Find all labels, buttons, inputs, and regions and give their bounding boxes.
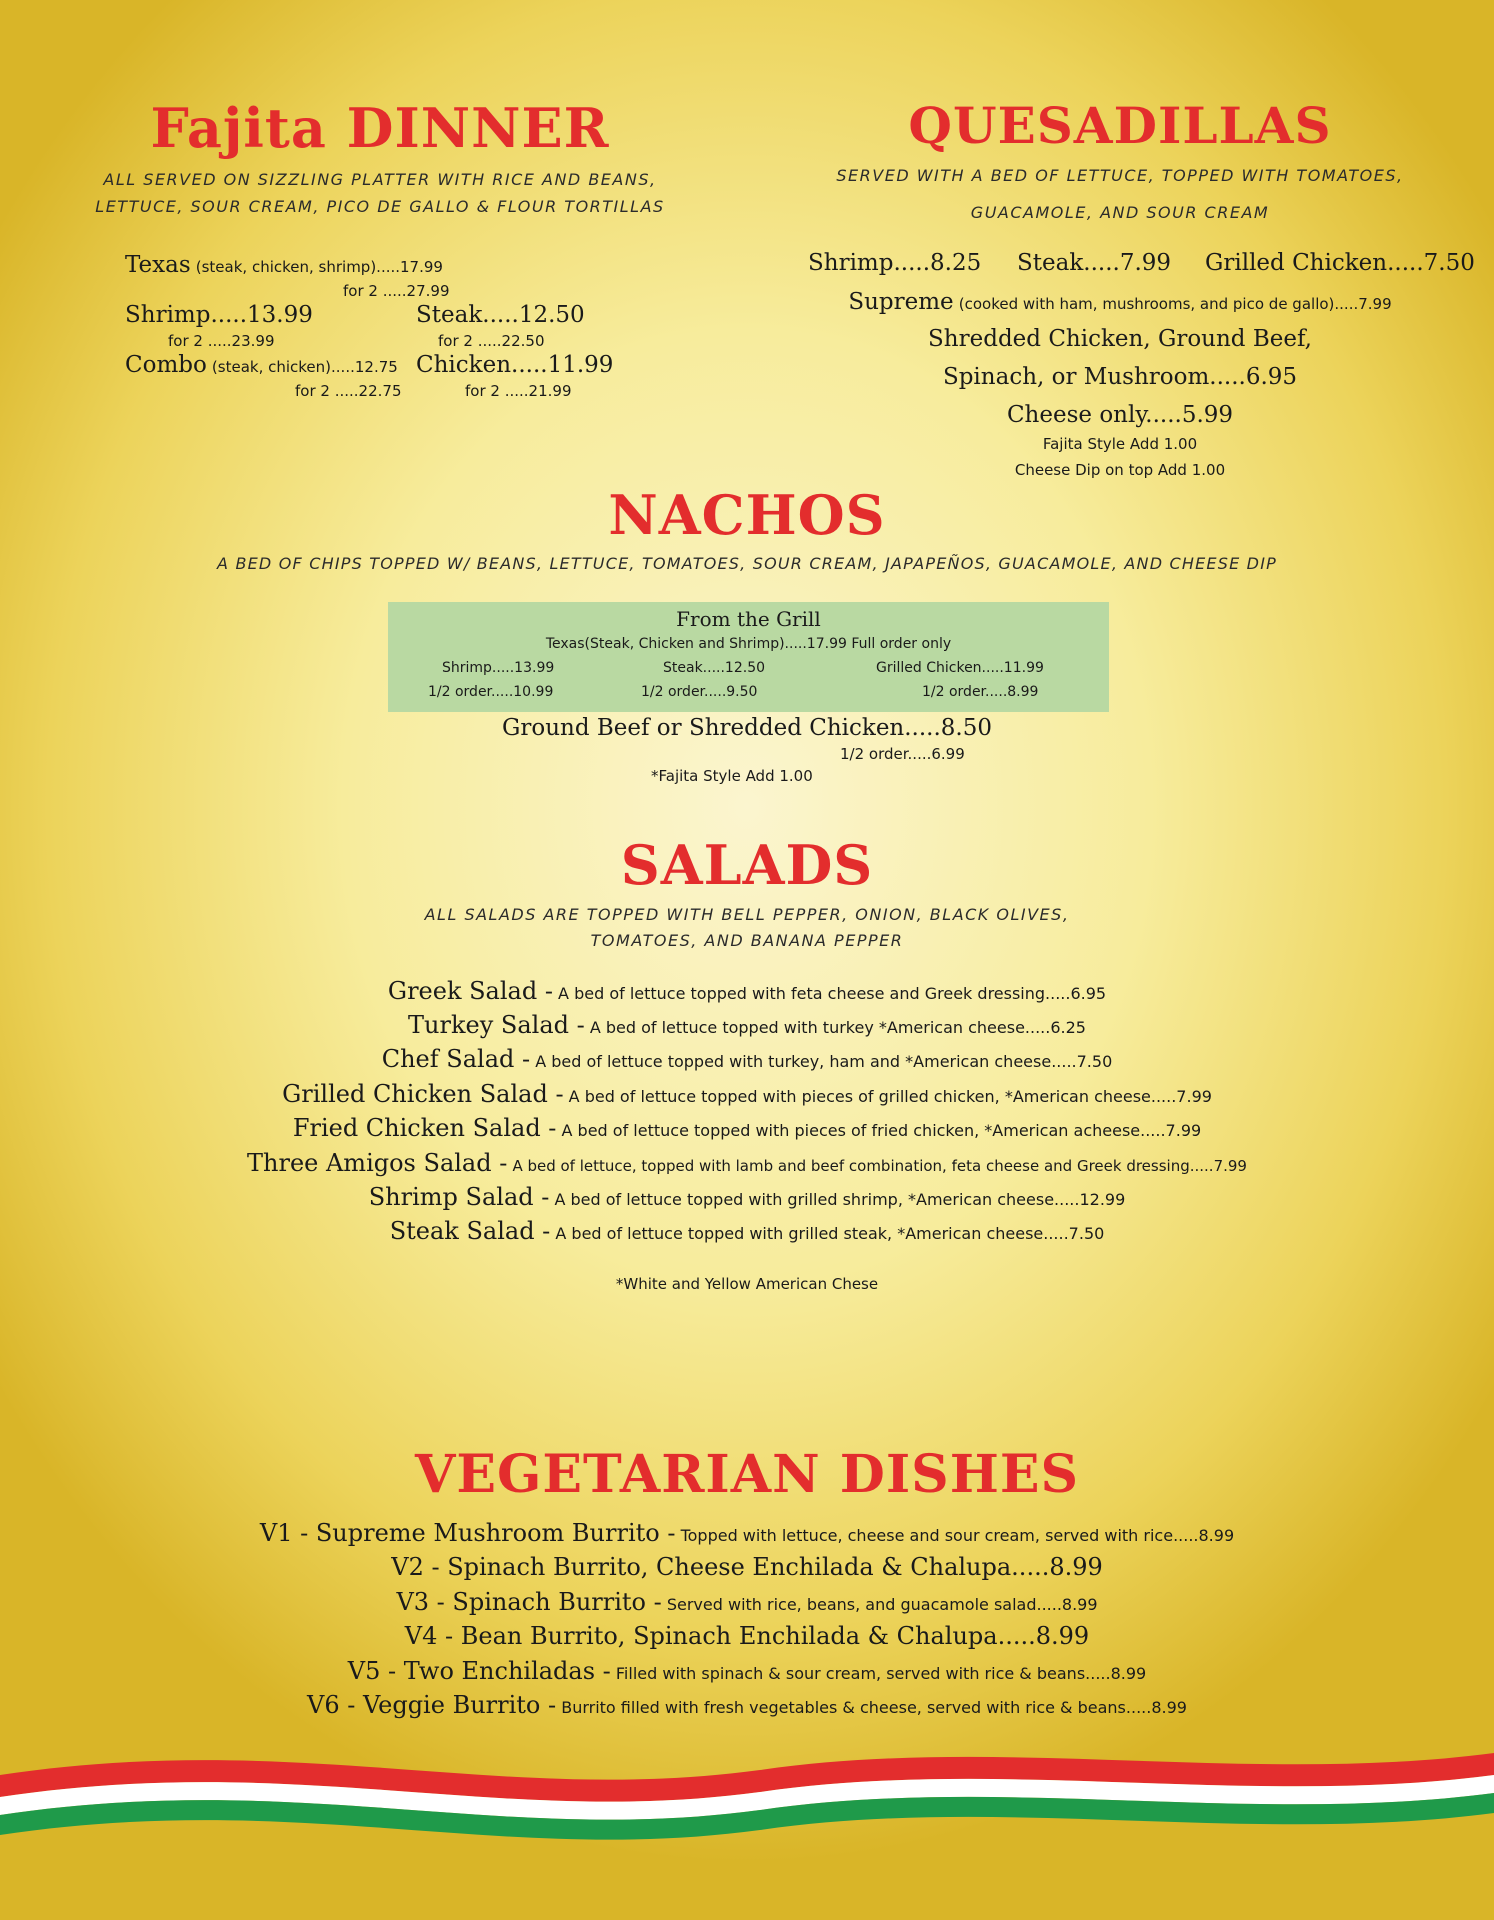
veg-item-name: V6 - Veggie Burrito - (307, 1691, 557, 1719)
veg-item-name: V1 - Supreme Mushroom Burrito - (259, 1519, 676, 1547)
quesadilla-shrimp: Shrimp.....8.25 (808, 250, 982, 276)
salad-item-name: Turkey Salad - (408, 1011, 585, 1039)
quesadilla-supreme (800, 289, 1440, 315)
veg-item (147, 1588, 1347, 1624)
grill-shrimp-half: 1/2 order.....10.99 (428, 684, 554, 700)
salad-item-desc: A bed of lettuce topped with turkey, ham and *American cheese.....7.50 (535, 1052, 1113, 1071)
veg-item-desc: Burrito filled with fresh vegetables & cheese, served with rice & beans.....8.99 (561, 1698, 1187, 1717)
quesadilla-steak: Steak.....7.99 (1017, 250, 1172, 276)
quesadilla-fajita-style: Fajita Style Add 1.00 (1042, 435, 1198, 453)
veg-item-desc: Filled with spinach & sour cream, served with rice & beans.....8.99 (615, 1664, 1147, 1683)
veg-item (147, 1519, 1347, 1555)
fajita-texas-name: Texas (125, 252, 191, 278)
fajita-combo-name: Combo (125, 352, 207, 378)
salad-item (147, 1080, 1347, 1116)
salad-item-desc: A bed of lettuce topped with grilled steak, *American cheese.....7.50 (555, 1224, 1105, 1243)
salad-item (147, 1149, 1347, 1185)
salad-item-name: Grilled Chicken Salad - (282, 1080, 564, 1108)
veg-item (147, 1691, 1347, 1727)
grill-chicken-half: 1/2 order.....8.99 (922, 684, 1039, 700)
fajita-combo-for2: for 2 .....22.75 (295, 382, 402, 400)
fajita-steak: Steak.....12.50 (416, 302, 585, 328)
fajita-subtitle-2: LETTUCE, SOUR CREAM, PICO DE GALLO & FLOUR TORTILLAS (95, 197, 665, 216)
salad-item-name: Greek Salad - (387, 977, 553, 1005)
salad-item-name: Shrimp Salad - (368, 1183, 550, 1211)
salad-item-desc: A bed of lettuce topped with pieces of grilled chicken, *American cheese.....7.99 (568, 1087, 1212, 1106)
grill-shrimp: Shrimp.....13.99 (442, 660, 555, 676)
nachos-title: NACHOS (608, 483, 886, 547)
salads-note: *White and Yellow American Chese (615, 1275, 879, 1293)
salad-item-desc: A bed of lettuce topped with feta cheese and Greek dressing.....6.95 (558, 984, 1107, 1003)
nachos-subtitle: A BED OF CHIPS TOPPED W/ BEANS, LETTUCE, TOMATOES, SOUR CREAM, JAPAPEÑOS, GUACAMOLE, AND CHEESE DIP (217, 554, 1277, 573)
fajita-steak-for2: for 2 .....22.50 (438, 332, 545, 350)
salad-item-desc: A bed of lettuce topped with pieces of fried chicken, *American acheese.....7.99 (561, 1121, 1202, 1140)
salad-item-name: Steak Salad - (389, 1217, 551, 1245)
fajita-subtitle-1: ALL SERVED ON SIZZLING PLATTER WITH RICE AND BEANS, (103, 170, 657, 189)
grill-title: From the Grill (676, 607, 821, 631)
salad-item-desc: A bed of lettuce, topped with lamb and beef combination, feta cheese and Greek dressing.....7.99 (512, 1157, 1247, 1175)
nachos-ground-beef-half: 1/2 order.....6.99 (840, 745, 965, 763)
veg-item (147, 1657, 1347, 1693)
grill-chicken: Grilled Chicken.....11.99 (876, 660, 1044, 676)
fajita-texas (125, 252, 443, 278)
salad-item (147, 1045, 1347, 1081)
fajita-texas-desc: (steak, chicken, shrimp).....17.99 (195, 258, 443, 276)
grill-steak-half: 1/2 order.....9.50 (641, 684, 758, 700)
veg-item-name: V2 - Spinach Burrito, Cheese Enchilada & Chalupa.....8.99 (391, 1553, 1103, 1581)
salad-item-desc: A bed of lettuce topped with turkey *American cheese.....6.25 (589, 1018, 1086, 1037)
veg-item (147, 1622, 1347, 1658)
salad-item (147, 1114, 1347, 1150)
quesadillas-subtitle-1: SERVED WITH A BED OF LETTUCE, TOPPED WITH TOMATOES, (836, 166, 1404, 185)
quesadilla-cheese-only: Cheese only.....5.99 (1006, 402, 1234, 428)
vegetarian-title: VEGETARIAN DISHES (414, 1444, 1080, 1505)
salad-item-name: Three Amigos Salad - (247, 1149, 508, 1177)
salad-item-desc: A bed of lettuce topped with grilled shrimp, *American cheese.....12.99 (554, 1190, 1126, 1209)
quesadilla-grilled-chicken: Grilled Chicken.....7.50 (1205, 250, 1475, 276)
salads-subtitle-2: TOMATOES, AND BANANA PEPPER (590, 931, 904, 950)
veg-item-name: V3 - Spinach Burrito - (396, 1588, 662, 1616)
quesadilla-supreme-desc: (cooked with ham, mushrooms, and pico de gallo).....7.99 (958, 295, 1392, 313)
fajita-combo-desc: (steak, chicken).....12.75 (211, 358, 398, 376)
fajita-shrimp: Shrimp.....13.99 (125, 302, 313, 328)
quesadilla-shredded-1: Shredded Chicken, Ground Beef, (928, 326, 1312, 352)
salad-item-name: Fried Chicken Salad - (292, 1114, 557, 1142)
salads-subtitle-1: ALL SALADS ARE TOPPED WITH BELL PEPPER, ONION, BLACK OLIVES, (424, 905, 1070, 924)
grill-steak: Steak.....12.50 (663, 660, 766, 676)
veg-item-desc: Topped with lettuce, cheese and sour cream, served with rice.....8.99 (680, 1526, 1235, 1545)
nachos-fajita-style: *Fajita Style Add 1.00 (651, 767, 813, 785)
fajita-title: Fajita DINNER (150, 96, 610, 160)
veg-item-name: V5 - Two Enchiladas - (347, 1657, 611, 1685)
salad-item (147, 1011, 1347, 1047)
fajita-shrimp-for2: for 2 .....23.99 (168, 332, 275, 350)
salad-item (147, 1217, 1347, 1253)
quesadilla-shredded-2: Spinach, or Mushroom.....6.95 (942, 364, 1298, 390)
quesadillas-title: QUESADILLAS (908, 96, 1332, 155)
salad-item (147, 977, 1347, 1013)
nachos-ground-beef: Ground Beef or Shredded Chicken.....8.50 (501, 715, 993, 741)
fajita-chicken: Chicken.....11.99 (416, 352, 614, 378)
quesadilla-cheese-dip: Cheese Dip on top Add 1.00 (1014, 461, 1226, 479)
flag-ribbon-wave (0, 1735, 1494, 1865)
salad-item (147, 1183, 1347, 1219)
fajita-combo (125, 352, 398, 378)
quesadilla-supreme-name: Supreme (848, 289, 954, 315)
veg-item (147, 1553, 1347, 1589)
salads-title: SALADS (620, 833, 874, 897)
quesadillas-subtitle-2: GUACAMOLE, AND SOUR CREAM (970, 203, 1270, 222)
salad-item-name: Chef Salad - (381, 1045, 531, 1073)
veg-item-desc: Served with rice, beans, and guacamole salad.....8.99 (666, 1595, 1098, 1614)
veg-item-name: V4 - Bean Burrito, Spinach Enchilada & Chalupa.....8.99 (404, 1622, 1090, 1650)
fajita-texas-for2: for 2 .....27.99 (343, 282, 450, 300)
grill-texas: Texas(Steak, Chicken and Shrimp).....17.99 Full order only (545, 636, 952, 652)
fajita-chicken-for2: for 2 .....21.99 (465, 382, 572, 400)
